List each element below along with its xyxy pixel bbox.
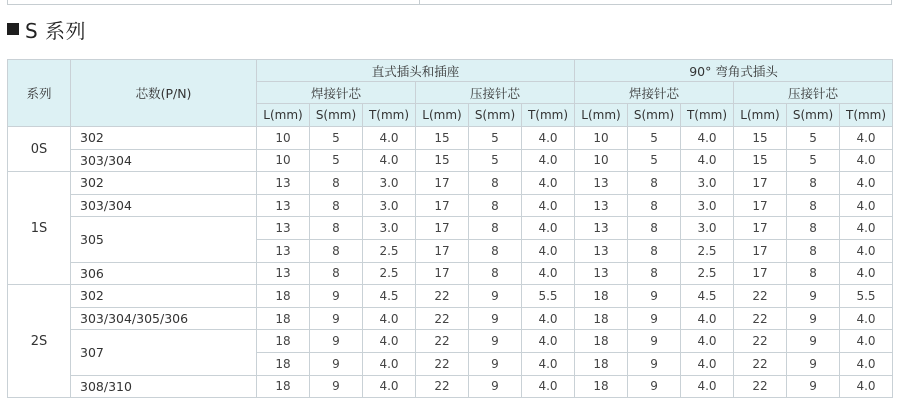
dimension-cell: 4.0 — [681, 375, 734, 398]
header-pin-count: 芯数(P/N) — [71, 60, 257, 127]
dimension-cell: 18 — [575, 307, 628, 330]
dimension-cell: 18 — [257, 330, 310, 353]
s-series-spec-table — [7, 59, 893, 398]
dimension-cell: 4.0 — [522, 149, 575, 172]
dimension-cell: 18 — [575, 330, 628, 353]
dimension-cell: 8 — [787, 194, 840, 217]
previous-table-bottom-edge — [7, 0, 892, 5]
dimension-cell: 8 — [310, 172, 363, 195]
dimension-cell: 15 — [416, 149, 469, 172]
dimension-cell: 9 — [787, 307, 840, 330]
header-solder-contact: 焊接针芯 — [257, 82, 416, 104]
dimension-cell: 9 — [787, 375, 840, 398]
thickness-col-header: T(mm) — [840, 104, 893, 127]
dimension-cell: 2.5 — [363, 239, 416, 262]
table-row — [8, 285, 893, 308]
dimension-cell: 4.0 — [522, 262, 575, 285]
length-col-header: L(mm) — [416, 104, 469, 127]
dimension-cell: 9 — [787, 352, 840, 375]
dimension-cell: 8 — [628, 239, 681, 262]
dimension-cell: 4.0 — [363, 375, 416, 398]
dimension-cell: 10 — [575, 149, 628, 172]
dimension-cell: 4.0 — [840, 194, 893, 217]
thickness-col-header: T(mm) — [681, 104, 734, 127]
dimension-cell: 3.0 — [363, 172, 416, 195]
dimension-cell: 8 — [628, 172, 681, 195]
pin-count-cell: 302 — [71, 172, 257, 195]
dimension-cell: 4.0 — [840, 375, 893, 398]
dimension-cell: 9 — [469, 352, 522, 375]
dimension-cell: 9 — [469, 375, 522, 398]
dimension-cell: 9 — [310, 285, 363, 308]
dimension-cell: 13 — [575, 217, 628, 240]
dimension-cell: 13 — [257, 217, 310, 240]
dimension-cell: 10 — [257, 127, 310, 150]
dimension-cell: 9 — [469, 285, 522, 308]
slot-col-header: S(mm) — [628, 104, 681, 127]
header-series: 系列 — [8, 60, 71, 127]
dimension-cell: 5 — [469, 149, 522, 172]
pin-count-cell: 303/304 — [71, 149, 257, 172]
dimension-cell: 5 — [628, 149, 681, 172]
dimension-cell: 18 — [575, 352, 628, 375]
dimension-cell: 5.5 — [840, 285, 893, 308]
table-header — [8, 60, 893, 127]
dimension-cell: 17 — [416, 194, 469, 217]
dimension-cell: 22 — [734, 307, 787, 330]
dimension-cell: 4.0 — [840, 307, 893, 330]
slot-col-header: S(mm) — [787, 104, 840, 127]
series-cell: 2S — [8, 285, 71, 398]
dimension-cell: 8 — [469, 239, 522, 262]
dimension-cell: 17 — [734, 217, 787, 240]
dimension-cell: 3.0 — [681, 194, 734, 217]
dimension-cell: 4.5 — [681, 285, 734, 308]
dimension-cell: 4.0 — [681, 127, 734, 150]
dimension-cell: 8 — [628, 217, 681, 240]
dimension-cell: 4.0 — [840, 239, 893, 262]
dimension-cell: 8 — [469, 217, 522, 240]
table-row — [8, 172, 893, 195]
dimension-cell: 3.0 — [681, 172, 734, 195]
dimension-cell: 9 — [628, 352, 681, 375]
dimension-cell: 4.0 — [522, 127, 575, 150]
header-crimp-contact: 压接针芯 — [734, 82, 893, 104]
dimension-cell: 5 — [310, 149, 363, 172]
dimension-cell: 5 — [787, 149, 840, 172]
thickness-col-header: T(mm) — [522, 104, 575, 127]
dimension-cell: 13 — [257, 239, 310, 262]
dimension-cell: 15 — [734, 127, 787, 150]
length-col-header: L(mm) — [575, 104, 628, 127]
dimension-cell: 9 — [787, 285, 840, 308]
dimension-cell: 17 — [734, 262, 787, 285]
dimension-cell: 3.0 — [363, 194, 416, 217]
dimension-cell: 4.0 — [522, 217, 575, 240]
header-solder-contact: 焊接针芯 — [575, 82, 734, 104]
dimension-cell: 22 — [416, 307, 469, 330]
dimension-cell: 22 — [416, 375, 469, 398]
dimension-cell: 10 — [257, 149, 310, 172]
dimension-cell: 17 — [734, 194, 787, 217]
dimension-cell: 5 — [787, 127, 840, 150]
table-body — [8, 127, 893, 398]
dimension-cell: 8 — [469, 262, 522, 285]
dimension-cell: 4.0 — [363, 330, 416, 353]
dimension-cell: 5.5 — [522, 285, 575, 308]
dimension-cell: 5 — [469, 127, 522, 150]
dimension-cell: 13 — [575, 239, 628, 262]
table-row — [8, 307, 893, 330]
dimension-cell: 18 — [257, 375, 310, 398]
dimension-cell: 4.0 — [522, 307, 575, 330]
dimension-cell: 4.0 — [522, 375, 575, 398]
dimension-cell: 13 — [257, 172, 310, 195]
header-right-angle-plug: 90° 弯角式插头 — [575, 60, 893, 82]
dimension-cell: 22 — [416, 352, 469, 375]
dimension-cell: 17 — [734, 172, 787, 195]
dimension-cell: 18 — [575, 285, 628, 308]
dimension-cell: 8 — [310, 239, 363, 262]
dimension-cell: 22 — [416, 285, 469, 308]
pin-count-cell: 302 — [71, 285, 257, 308]
table-row — [8, 217, 893, 240]
dimension-cell: 8 — [787, 262, 840, 285]
dimension-cell: 4.0 — [363, 127, 416, 150]
dimension-cell: 8 — [469, 194, 522, 217]
dimension-cell: 4.0 — [840, 127, 893, 150]
dimension-cell: 22 — [734, 375, 787, 398]
dimension-cell: 4.0 — [522, 194, 575, 217]
series-cell: 0S — [8, 127, 71, 172]
dimension-cell: 4.0 — [363, 352, 416, 375]
dimension-cell: 5 — [310, 127, 363, 150]
dimension-cell: 4.0 — [840, 217, 893, 240]
table-row — [8, 262, 893, 285]
dimension-cell: 8 — [310, 194, 363, 217]
dimension-cell: 5 — [628, 127, 681, 150]
dimension-cell: 8 — [628, 262, 681, 285]
header-crimp-contact: 压接针芯 — [416, 82, 575, 104]
dimension-cell: 9 — [628, 375, 681, 398]
table-row — [8, 149, 893, 172]
dimension-cell: 18 — [257, 285, 310, 308]
table-row — [8, 330, 893, 353]
dimension-cell: 13 — [257, 194, 310, 217]
slot-col-header: S(mm) — [469, 104, 522, 127]
dimension-cell: 17 — [734, 239, 787, 262]
dimension-cell: 4.5 — [363, 285, 416, 308]
dimension-cell: 8 — [787, 172, 840, 195]
dimension-cell: 4.0 — [840, 149, 893, 172]
section-title: S 系列 — [25, 18, 87, 43]
dimension-cell: 4.0 — [522, 172, 575, 195]
dimension-cell: 4.0 — [522, 239, 575, 262]
dimension-cell: 22 — [416, 330, 469, 353]
dimension-cell: 4.0 — [681, 330, 734, 353]
header-straight-plug-socket: 直式插头和插座 — [257, 60, 575, 82]
dimension-cell: 8 — [628, 194, 681, 217]
table-row — [8, 375, 893, 398]
dimension-cell: 15 — [734, 149, 787, 172]
thickness-col-header: T(mm) — [363, 104, 416, 127]
dimension-cell: 9 — [628, 307, 681, 330]
dimension-cell: 13 — [575, 194, 628, 217]
dimension-cell: 13 — [575, 172, 628, 195]
dimension-cell: 10 — [575, 127, 628, 150]
dimension-cell: 18 — [257, 352, 310, 375]
dimension-cell: 8 — [310, 217, 363, 240]
pin-count-cell: 306 — [71, 262, 257, 285]
dimension-cell: 17 — [416, 172, 469, 195]
table-row — [8, 194, 893, 217]
dimension-cell: 9 — [628, 285, 681, 308]
dimension-cell: 22 — [734, 285, 787, 308]
dimension-cell: 3.0 — [681, 217, 734, 240]
dimension-cell: 22 — [734, 330, 787, 353]
dimension-cell: 4.0 — [363, 307, 416, 330]
dimension-cell: 9 — [787, 330, 840, 353]
pin-count-cell: 303/304/305/306 — [71, 307, 257, 330]
dimension-cell: 13 — [257, 262, 310, 285]
dimension-cell: 17 — [416, 217, 469, 240]
dimension-cell: 4.0 — [363, 149, 416, 172]
dimension-cell: 8 — [787, 239, 840, 262]
dimension-cell: 15 — [416, 127, 469, 150]
dimension-cell: 4.0 — [681, 149, 734, 172]
dimension-cell: 8 — [310, 262, 363, 285]
dimension-cell: 2.5 — [681, 239, 734, 262]
section-heading — [7, 14, 86, 44]
dimension-cell: 4.0 — [840, 330, 893, 353]
dimension-cell: 22 — [734, 352, 787, 375]
dimension-cell: 8 — [787, 217, 840, 240]
dimension-cell: 9 — [310, 330, 363, 353]
pin-count-cell: 307 — [71, 330, 257, 375]
dimension-cell: 9 — [628, 330, 681, 353]
table-row — [8, 127, 893, 150]
dimension-cell: 4.0 — [681, 352, 734, 375]
dimension-cell: 4.0 — [522, 330, 575, 353]
dimension-cell: 4.0 — [681, 307, 734, 330]
dimension-cell: 4.0 — [840, 172, 893, 195]
slot-col-header: S(mm) — [310, 104, 363, 127]
dimension-cell: 13 — [575, 262, 628, 285]
dimension-cell: 9 — [469, 307, 522, 330]
dimension-cell: 17 — [416, 239, 469, 262]
pin-count-cell: 302 — [71, 127, 257, 150]
dimension-cell: 2.5 — [681, 262, 734, 285]
dimension-cell: 18 — [257, 307, 310, 330]
dimension-cell: 17 — [416, 262, 469, 285]
dimension-cell: 9 — [469, 330, 522, 353]
dimension-cell: 3.0 — [363, 217, 416, 240]
dimension-cell: 9 — [310, 307, 363, 330]
dimension-cell: 4.0 — [840, 262, 893, 285]
pin-count-cell: 305 — [71, 217, 257, 262]
length-col-header: L(mm) — [734, 104, 787, 127]
length-col-header: L(mm) — [257, 104, 310, 127]
series-cell: 1S — [8, 172, 71, 285]
pin-count-cell: 303/304 — [71, 194, 257, 217]
dimension-cell: 18 — [575, 375, 628, 398]
square-bullet-icon — [7, 23, 19, 35]
dimension-cell: 9 — [310, 375, 363, 398]
dimension-cell: 9 — [310, 352, 363, 375]
pin-count-cell: 308/310 — [71, 375, 257, 398]
dimension-cell: 4.0 — [522, 352, 575, 375]
dimension-cell: 2.5 — [363, 262, 416, 285]
dimension-cell: 8 — [469, 172, 522, 195]
dimension-cell: 4.0 — [840, 352, 893, 375]
